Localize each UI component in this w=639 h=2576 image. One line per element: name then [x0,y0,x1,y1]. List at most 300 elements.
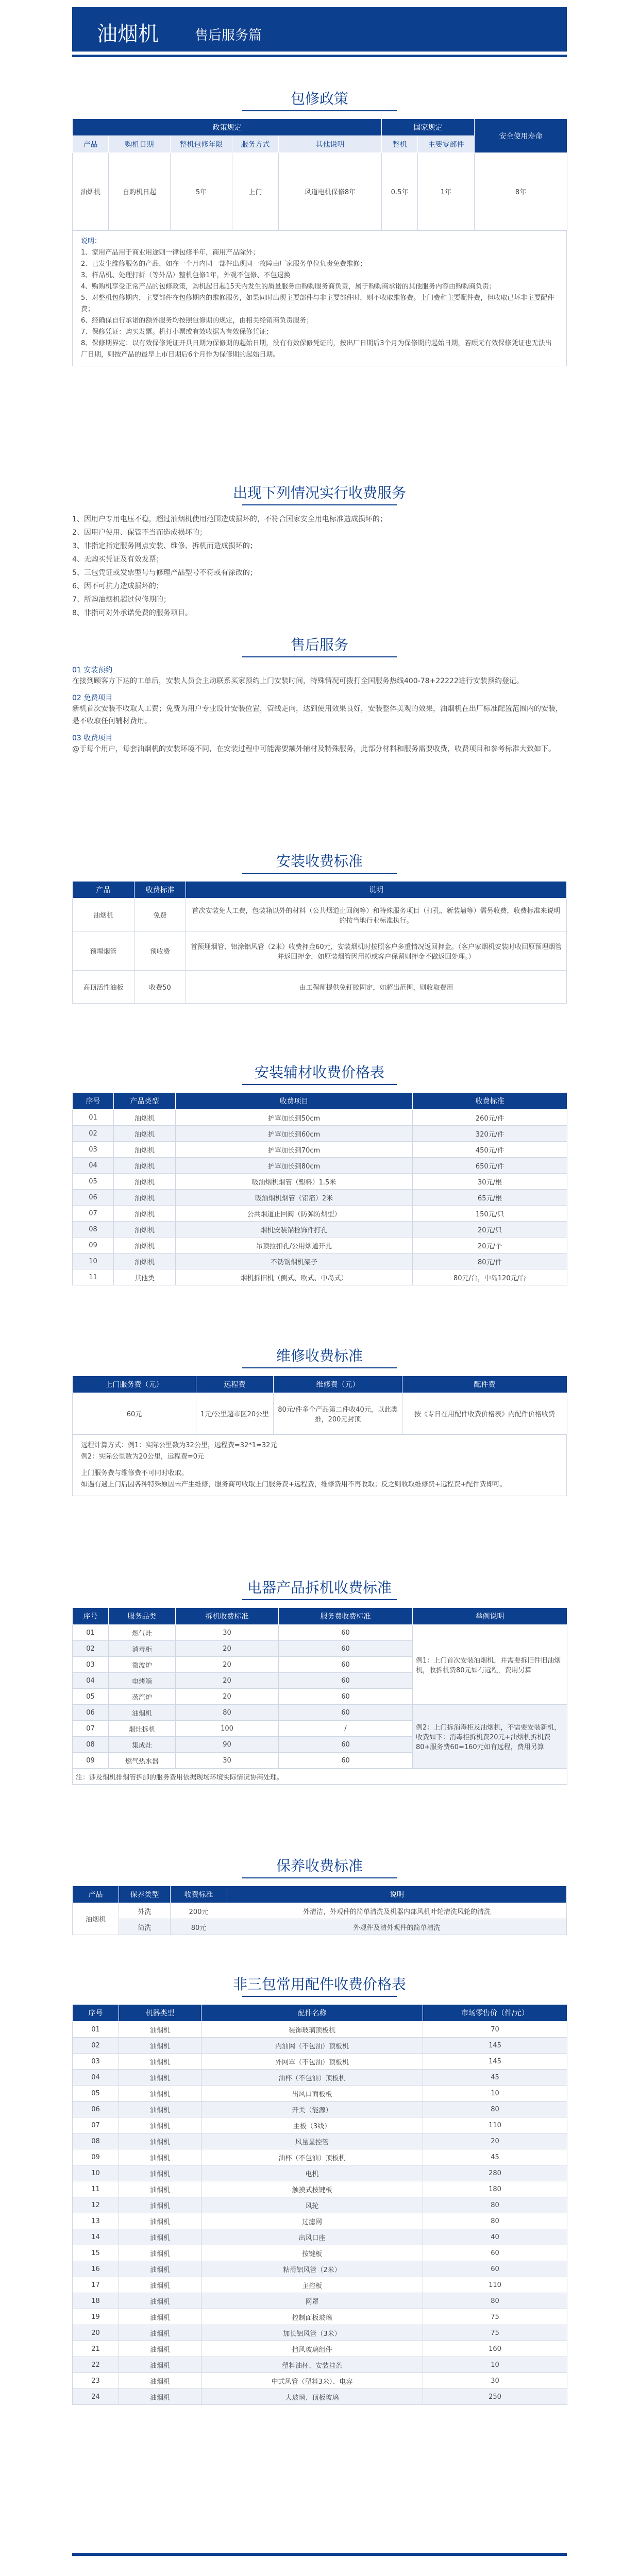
cell: 0.5年 [382,153,418,230]
cell: 收费50 [134,971,186,1004]
cell: 110 [423,2277,567,2293]
table-row [73,2213,567,2229]
cell: 10 [423,2357,567,2373]
cell: 250 [423,2389,567,2405]
install-fee-title: 安装收费标准 [276,853,363,870]
cell: 20 [176,1657,279,1673]
list-item: 2、因用户使用、保管不当而造成损坏的； [72,529,207,537]
cell: 油烟机 [119,2229,201,2245]
list-item: 4、无购买凭证及有效发票； [72,555,163,564]
cell: 烟机安装锚栓饰件打孔 [176,1222,413,1238]
cell: 主控板 [201,2277,423,2293]
cell: 80元/台，中岛120元/台 [413,1269,567,1285]
cell: 挡风玻璃组件 [201,2341,423,2357]
cell: 60 [279,1641,413,1657]
table-row [73,2038,567,2054]
cell: 09 [73,1753,109,1769]
col-part: 配件名称 [201,2005,423,2022]
col-repair: 维修费（元） [274,1376,402,1393]
cell: 网罩 [201,2293,423,2309]
cell: 外清洁，外观件的简单清洗及机器内部风机叶轮清洗风轮的清洗 [227,1903,567,1919]
cell: 油烟机 [114,1253,176,1269]
cell: 油烟机 [114,1222,176,1238]
table-row [73,1110,567,1126]
cell: 45 [423,2070,567,2086]
cell: 14 [73,2229,119,2245]
parts-fee-table [72,2004,567,2405]
cell: 护罩加长到80cm [176,1158,413,1174]
cell: 16 [73,2261,119,2277]
cell: 06 [73,2102,119,2117]
cell: 外洗 [119,1903,171,1919]
group-national: 国家规定 [382,119,475,136]
col-no: 序号 [73,1093,114,1110]
example-1: 例1：上门首次安装油烟机，并需要拆旧件旧油烟机，收拆机费80元如有远程，费用另算 [413,1625,567,1705]
cell: 油烟机 [73,899,134,931]
cell: 40 [423,2229,567,2245]
item-heading: 01 安装预约 [72,666,113,674]
col-fee: 收费标准 [134,882,186,899]
cell: 由工程师提供免钉胶固定，如超出范围，则收取费用 [186,971,567,1004]
cell: 03 [73,1142,114,1158]
cell: 蒸汽炉 [109,1689,176,1705]
repair-fee-title: 维修收费标准 [276,1347,363,1364]
aux-fee-rule [242,1084,397,1085]
cell: 油烟机 [114,1238,176,1253]
cell: 05 [73,2086,119,2102]
group-policy: 政策规定 [73,119,382,136]
cell: 30 [423,2373,567,2389]
cell: 23 [73,2373,119,2389]
table-row [73,1919,567,1935]
install-fee-rule [242,873,397,874]
table-row [73,2309,567,2325]
cell: 5年 [171,153,232,230]
table-row [73,2165,567,2181]
col-type: 保养类型 [119,1886,171,1903]
cell: 塑料油杯、安装挂条 [201,2357,423,2373]
col-purchase-date: 购机日期 [109,136,171,153]
table-row [73,2229,567,2245]
cell: 吸油烟机烟管（铝箔）2米 [176,1190,413,1206]
cell: 油烟机 [119,2197,201,2213]
cell: 20 [176,1641,279,1657]
cell: 160 [423,2341,567,2357]
cell: 油烟机 [119,2070,201,2086]
cell: 08 [73,1737,109,1753]
note-item: 1、家用产品用于商业用途则一律包修半年，商用产品除外； [81,249,260,257]
cell: 外观件及清外观件的简单清洗 [227,1919,567,1935]
aux-fee-title: 安装辅材收费价格表 [254,1064,384,1081]
list-item: 1、因用户专用电压不稳，超过油烟机使用范围造成损坏的，不符合国家安全用电标准造成损坏的； [72,515,387,523]
parts-fee-section [72,1973,567,2405]
cell: 主板（3线） [201,2117,423,2133]
cell: 200元 [171,1903,227,1919]
col-no: 序号 [73,2005,119,2022]
col-warranty-years: 整机包修年限 [171,136,232,153]
cell: 油烟机 [73,1903,119,1935]
cell: 油烟机 [114,1174,176,1190]
table-row [73,1190,567,1206]
remove-fee-section [72,1577,567,1785]
cell: 护罩加长到70cm [176,1142,413,1158]
cell: 24 [73,2389,119,2405]
item-heading: 03 收费项目 [72,734,113,742]
cell: 预埋烟管 [73,931,134,971]
charges-section [72,482,567,620]
cell: 02 [73,1126,114,1142]
cell: 01 [73,2022,119,2038]
col-service: 服务费收费标准 [279,1608,413,1625]
cell: 过滤网 [201,2213,423,2229]
repair-notes [72,1434,567,1496]
cell: 30 [176,1753,279,1769]
cell: 出风口座 [201,2229,423,2245]
header-strip [72,55,567,57]
cell: 80 [423,2293,567,2309]
table-row [73,1222,567,1238]
note-item: 2、已发生维修服务的产品，如在一个月内同一部件出现同一故障由厂家服务单位负责免费维修； [81,260,367,268]
cell: 出风口面板板 [201,2086,423,2102]
list-item: 6、因不可抗力造成损坏的； [72,582,163,590]
table-row [73,2389,567,2405]
cell: 20 [423,2133,567,2149]
cell: 油烟机 [119,2165,201,2181]
cell: 145 [423,2054,567,2070]
col-type: 机器类型 [119,2005,201,2022]
note-item: 6、经确保自行承诺的额外服务均按照包修期的规定，由相关经销商负责服务； [81,317,313,325]
cell: 260元/件 [413,1110,567,1126]
item-text: 在接到顾客方下达的工单后，安装人员会主动联系买家预约上门安装时间，特殊情况可拨打全国服务热线400-78+22222进行安装预约登记。 [72,677,524,685]
cell: 60 [423,2245,567,2261]
cell: 60 [279,1689,413,1705]
cell: 19 [73,2309,119,2325]
cell: 03 [73,2054,119,2070]
col-item: 收费项目 [176,1093,413,1110]
group-lifetime: 安全使用寿命 [475,119,567,153]
cell: 中式风管（塑料3米）、电容 [201,2373,423,2389]
header-title: 油烟机 [97,22,159,46]
col-product: 产品 [73,136,109,153]
cell: 按《专日在用配件收费价格表》内配件价格收费 [402,1393,567,1434]
col-desc: 说明 [186,882,567,899]
cell: 大玻璃、顶板玻璃 [201,2389,423,2405]
cell: 03 [73,1657,109,1673]
table-row [73,2054,567,2070]
cell: 油烟机 [114,1110,176,1126]
cell: 油烟机 [119,2341,201,2357]
table-row [73,1903,567,1919]
parts-fee-title: 非三包常用配件收费价格表 [232,1976,406,1993]
cell: 首预埋烟管、铝涂铝风管（2米）收费押金60元，安装烟机时按照客户多重情况返回押金。（客户家烟机安装时收回原预埋烟管并返回押金，如原装烟管因用掉或客户保留则押金不做返回处理。） [186,931,567,971]
parts-fee-rule [242,1996,397,1997]
cell: 60 [279,1657,413,1673]
table-row [73,2070,567,2086]
col-remove: 拆机收费标准 [176,1608,279,1625]
cell: 风轮 [201,2197,423,2213]
table-row [73,2181,567,2197]
footer-bar [72,2553,567,2556]
cell: 油杯（不包油）顶板机 [201,2070,423,2086]
header-bar [72,7,567,52]
cell: 80 [176,1705,279,1721]
table-row [73,1625,567,1641]
remove-note: 注：涉及烟机排烟管拆卸的服务费用依据现场环境实际情况协商处理。 [73,1769,567,1785]
list-item: 7、所购油烟机超过包修期的； [72,596,171,604]
warranty-notes [72,230,567,366]
install-fee-table [72,881,567,1004]
cell: 油烟机 [119,2389,201,2405]
cell: 油烟机 [73,153,109,230]
cell: 油烟机 [119,2054,201,2070]
cell: 150元/只 [413,1206,567,1222]
cell: 微波炉 [109,1657,176,1673]
note-item: 远程计算方式：例1：实际公里数为32公里，远程费=32*1=32元 [81,1442,277,1449]
cell: 20元/只 [413,1222,567,1238]
cell: 预收费 [134,931,186,971]
cell: 450元/件 [413,1142,567,1158]
cell: 免费 [134,899,186,931]
cell: 80 [423,2197,567,2213]
cell: 30元/根 [413,1174,567,1190]
cell: 10 [423,2086,567,2102]
item-text: @于每个用户，每套油烟机的安装环境不同，在安装过程中可能需要额外辅材及特殊服务，此部分材料和服务需要收费，收费项目和参考标准大致如下。 [72,745,556,753]
list-item: 3、非指定指定服务网点安装、维修、拆机而造成损坏的； [72,542,257,550]
col-price: 收费标准 [413,1093,567,1110]
cell: 烟机拆旧机（侧式、欧式、中岛式） [176,1269,413,1285]
col-product: 产品 [73,1886,119,1903]
cell: 20 [176,1673,279,1689]
table-row [73,1142,567,1158]
col-main-parts: 主要零部件 [418,136,475,153]
install-fee-section [72,850,567,1004]
col-no: 序号 [73,1608,109,1625]
cell: 不锈钢烟机架子 [176,1253,413,1269]
cell: 09 [73,1238,114,1253]
cell: 65元/根 [413,1190,567,1206]
cell: 油杯（不包油）顶板机 [201,2149,423,2165]
cell: 吊顶拉扣孔/公用烟道开孔 [176,1238,413,1253]
cell: 油烟机 [114,1206,176,1222]
cell: 燃气灶 [109,1625,176,1641]
cell: 70 [423,2022,567,2038]
remove-fee-table [72,1607,567,1785]
table-row [73,1238,567,1253]
cell: 80元/件 [413,1253,567,1269]
cell: 护罩加长到50cm [176,1110,413,1126]
cell: 15 [73,2245,119,2261]
col-example: 举例说明 [413,1608,567,1625]
cell: 其他类 [114,1269,176,1285]
cell: 09 [73,2149,119,2165]
cell: 100 [176,1721,279,1737]
cell: 180 [423,2181,567,2197]
cell: 1元/公里超市区20公里 [196,1393,274,1434]
cell: 04 [73,2070,119,2086]
cell: 10 [73,2165,119,2181]
note-item: 如遇有遇上门后因各种特殊原因未产生维修，服务商可收取上门服务费+远程费，维修费用不再收取；反之则收取维修费+远程费+配件费即可。 [81,1481,507,1488]
table-row [73,1253,567,1269]
cell: 电机 [201,2165,423,2181]
table-row [73,2022,567,2038]
cell: 油烟机 [119,2133,201,2149]
cell: 07 [73,2117,119,2133]
cell: 油烟机 [114,1142,176,1158]
cell: 05 [73,1174,114,1190]
cell: 60 [279,1753,413,1769]
cell: 风量显控管 [201,2133,423,2149]
cell: 油烟机 [114,1190,176,1206]
cell: 02 [73,1641,109,1657]
table-row [73,2117,567,2133]
col-whole: 整机 [382,136,418,153]
cell: 08 [73,1222,114,1238]
cell: 护罩加长到60cm [176,1126,413,1142]
cell: 装饰玻璃顶板机 [201,2022,423,2038]
table-row [73,2357,567,2373]
cell: 油烟机 [119,2261,201,2277]
col-fee: 收费标准 [171,1886,227,1903]
col-visit: 上门服务费（元） [73,1376,196,1393]
table-row [73,2277,567,2293]
cell: 13 [73,2213,119,2229]
cell: 10 [73,1253,114,1269]
cell: 简洗 [119,1919,171,1935]
cell: 油烟机 [119,2357,201,2373]
cell: 80 [423,2102,567,2117]
cell: 11 [73,2181,119,2197]
cell: 20元/个 [413,1238,567,1253]
after-sales-title: 售后服务 [290,636,348,653]
cell: 控制面板玻璃 [201,2309,423,2325]
cell: 油烟机 [119,2181,201,2197]
cell: 油烟机 [119,2086,201,2102]
table-row [73,1705,567,1721]
col-category: 服务品类 [109,1608,176,1625]
cell: 油烟机 [119,2117,201,2133]
cell: 油烟机 [119,2022,201,2038]
cell: 320元/件 [413,1126,567,1142]
note-item: 5、对整机包修期内，主要部件在包修期内的维修服务，如果同时出现主要部件与非主要部件时，则不收取维修费。上门费和主要配件费，但收取已坏非主要配件费； [81,294,554,313]
cell: 02 [73,2038,119,2054]
after-sales-rule [242,656,397,657]
notes-title: 说明： [81,238,102,245]
charges-rule [242,504,397,505]
cell: 触摸式按键板 [201,2181,423,2197]
cell: 18 [73,2293,119,2309]
cell: 油烟机 [114,1158,176,1174]
maint-fee-section [72,1855,567,1935]
warranty-section [72,88,567,366]
cell: 60 [279,1673,413,1689]
header-subtitle: 售后服务篇 [195,28,262,43]
note-item: 7、保修凭证：购买发票。机打小票或有效收据为有效保修凭证； [81,328,273,336]
table-row [73,2325,567,2341]
remove-fee-rule [242,1599,397,1600]
cell: 高顶活性油板 [73,971,134,1004]
table-row [73,2261,567,2277]
cell: 内油网（不包油）顶板机 [201,2038,423,2054]
table-row [73,2102,567,2117]
cell: 油烟机 [109,1705,176,1721]
cell: 油烟机 [114,1126,176,1142]
item-heading: 02 免费项目 [72,694,113,702]
cell: 05 [73,1689,109,1705]
table-row [73,2245,567,2261]
cell: 油烟机 [119,2277,201,2293]
cell: 22 [73,2357,119,2373]
cell: 8年 [475,153,567,230]
cell: 油烟机 [119,2102,201,2117]
cell: 60 [279,1705,413,1721]
cell: 油烟机 [119,2309,201,2325]
cell: 首次安装免人工费，包装箱以外的材料（公共烟道止回阀等）和特殊服务项目（打孔、新装墙等）需另收费，收费标准来说明的按当地行业标准执行。 [186,899,567,931]
table-row [73,1269,567,1285]
cell: 01 [73,1625,109,1641]
list-item: 5、三包凭证或发票型号与修理产品型号不符或有涂改的； [72,569,257,577]
cell: 11 [73,1269,114,1285]
cell: 集成灶 [109,1737,176,1753]
col-desc: 说明 [227,1886,567,1903]
maint-fee-title: 保养收费标准 [276,1857,363,1874]
cell: 80 [423,2213,567,2229]
note-item: 3、样品机、处理打折（等外品）整机包修1年，外观不包修、不包退换 [81,272,291,279]
col-type: 产品类型 [114,1093,176,1110]
cell: 油烟机 [119,2038,201,2054]
note-item: 8、保修期界定：以有效保修凭证开具日期为保修期的起始日期，没有有效保修凭证的，按出厂日期后3个月为保修期的起始日期，若顾无有效保修凭证也无法出厂日期，则按产品的最早上市日期后6个月作为保修期的起始日期。 [81,340,552,359]
cell: 烟灶拆机 [109,1721,176,1737]
cell: 75 [423,2325,567,2341]
warranty-rule [242,110,397,111]
cell: 280 [423,2165,567,2181]
cell: 01 [73,1110,114,1126]
charges-list [72,513,567,620]
cell: 吸油烟机烟管（塑料）1.5米 [176,1174,413,1190]
table-row [73,2133,567,2149]
col-other: 其他说明 [279,136,382,153]
aux-fee-section [72,1061,567,1285]
cell: 油烟机 [119,2325,201,2341]
cell: 17 [73,2277,119,2293]
cell: 油烟机 [119,2149,201,2165]
table-row [73,1126,567,1142]
table-row [73,2341,567,2357]
cell: 30 [176,1625,279,1641]
cell: 电烤箱 [109,1673,176,1689]
table-row [73,1158,567,1174]
cell: 60 [279,1737,413,1753]
cell: 04 [73,1158,114,1174]
cell: 75 [423,2309,567,2325]
cell: 80元/件多个产品第二件收40元，以此类推，200元封顶 [274,1393,402,1434]
cell: 公共烟道止回阀（防弹防烟型） [176,1206,413,1222]
cell: 110 [423,2117,567,2133]
cell: 04 [73,1673,109,1689]
cell: 按键板 [201,2245,423,2261]
list-item: 8、非指可对外承诺免费的服务项目。 [72,609,192,617]
remove-fee-title: 电器产品拆机收费标准 [247,1579,392,1596]
cell: 06 [73,1190,114,1206]
cell: 45 [423,2149,567,2165]
col-distance: 远程费 [196,1376,274,1393]
note-item: 4、购购机享受正常产品的包修政策，购机起日起15天内发生的质量服务由购购服务商负责，属于购购商承诺的其他服务内容由购购商负责； [81,283,496,291]
maint-fee-table [72,1886,567,1935]
cell: 08 [73,2133,119,2149]
cell: 60 [423,2261,567,2277]
cell: 07 [73,1721,109,1737]
table-row [73,1206,567,1222]
warranty-title: 包修政策 [290,90,348,107]
